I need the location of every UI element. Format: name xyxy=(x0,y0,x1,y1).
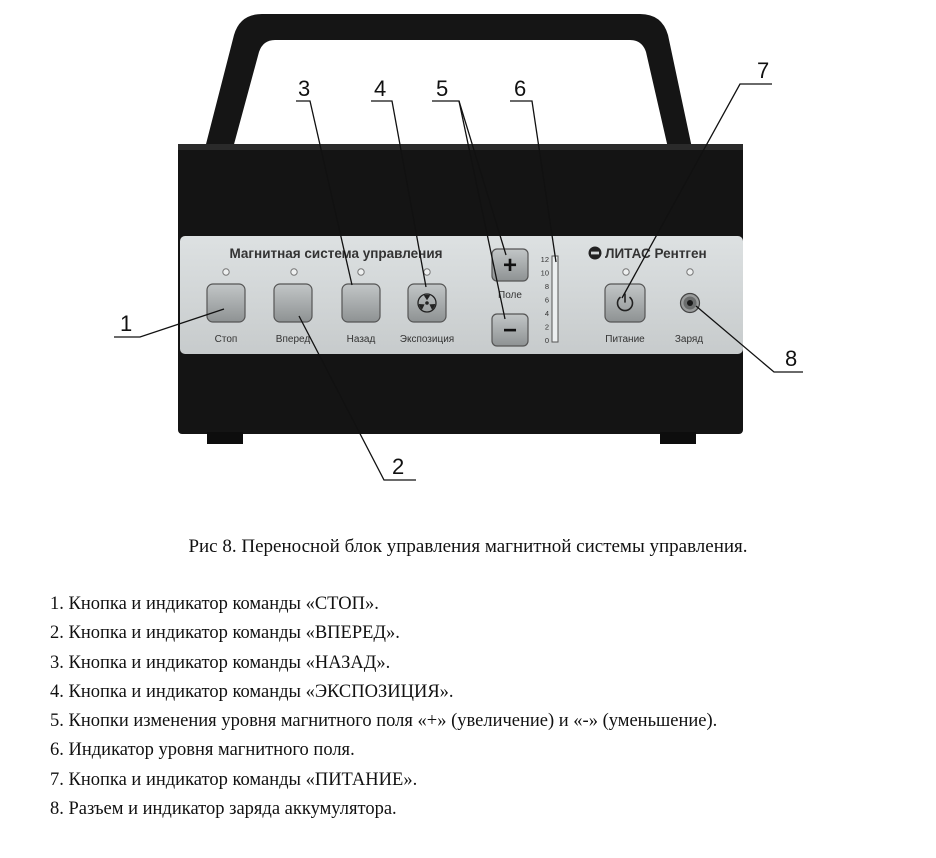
field-level-bar xyxy=(552,256,558,342)
scale-tick: 4 xyxy=(544,309,549,318)
foot-left xyxy=(207,432,243,444)
legend-item: 1. Кнопка и индикатор команды «СТОП». xyxy=(50,594,379,614)
back-led xyxy=(358,269,364,275)
back-button[interactable] xyxy=(342,284,380,322)
exposure-led xyxy=(424,269,430,275)
legend-item: 5. Кнопки изменения уровня магнитного поля «+» (увеличение) и «-» (уменьшение). xyxy=(50,711,718,732)
charge-led xyxy=(687,269,693,275)
exposure-label: Экспозиция xyxy=(399,334,455,345)
stop-label: Стоп xyxy=(214,334,238,345)
callout-number-5: 5 xyxy=(436,76,449,101)
callout-number-8: 8 xyxy=(785,346,798,371)
legend-item: 7. Кнопка и индикатор команды «ПИТАНИЕ». xyxy=(50,769,418,790)
scale-tick: 8 xyxy=(544,282,549,291)
scale-tick: 2 xyxy=(544,322,549,332)
scale-tick: 0 xyxy=(544,336,549,345)
figure-caption: Рис 8. Переносной блок управления магнитной системы управления. xyxy=(188,536,748,557)
legend-item: 8. Разъем и индикатор заряда аккумулятора. xyxy=(50,799,397,820)
forward-label: Вперед xyxy=(275,334,311,345)
carry-handle xyxy=(205,14,692,148)
scale-tick: 12 xyxy=(540,255,549,264)
power-button[interactable] xyxy=(605,284,645,322)
stop-button[interactable] xyxy=(207,284,245,322)
legend-item: 3. Кнопка и индикатор команды «НАЗАД». xyxy=(50,652,391,673)
scale-tick: 10 xyxy=(540,268,549,278)
power-led xyxy=(623,269,629,275)
legend-list xyxy=(50,590,717,824)
callout-number-2: 2 xyxy=(392,454,405,479)
callout-number-7: 7 xyxy=(757,58,770,83)
callout-number-6: 6 xyxy=(514,76,527,101)
callout-number-1: 1 xyxy=(120,311,133,336)
brand-name: ЛИТАС Рентген xyxy=(605,246,707,261)
legend-item: 4. Кнопка и индикатор команды «ЭКСПОЗИЦИЯ». xyxy=(50,681,454,702)
callout-number-3: 3 xyxy=(298,76,311,101)
legend-item: 6. Индикатор уровня магнитного поля. xyxy=(50,740,355,761)
minus-icon: − xyxy=(502,317,518,344)
panel-title: Магнитная система управления xyxy=(229,246,443,261)
forward-button[interactable] xyxy=(274,284,312,322)
power-label: Питание xyxy=(605,334,645,345)
stop-led xyxy=(223,269,229,275)
forward-led xyxy=(291,269,297,275)
callout-number-4: 4 xyxy=(374,76,387,101)
charge-connector[interactable] xyxy=(681,294,700,313)
back-label: Назад xyxy=(346,334,376,345)
field-label: Поле xyxy=(498,290,522,301)
scale-tick: 6 xyxy=(544,295,549,305)
legend-item: 2. Кнопка и индикатор команды «ВПЕРЕД». xyxy=(50,623,400,644)
plus-icon: + xyxy=(502,252,518,279)
brand-logo-icon xyxy=(589,247,602,260)
foot-right xyxy=(660,432,696,444)
charge-label: Заряд xyxy=(674,334,704,345)
